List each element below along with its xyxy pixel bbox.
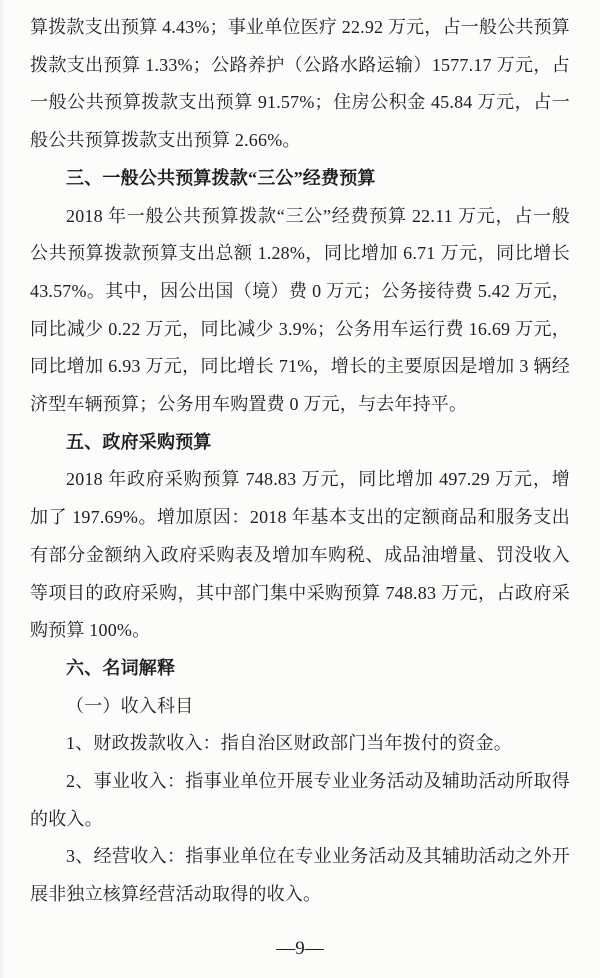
section-heading-government-procurement-budget: 五、政府采购预算	[66, 431, 212, 452]
scan-edge-shading	[0, 0, 6, 978]
paragraph-continuation-expense-ratios: 算拨款支出预算 4.43%；事业单位医疗 22.92 万元，占一般公共预算拨款支出预算 1.33%；公路养护（公路水路运输）1577.17 万元，占一般公共预算拨款支出预算 91.57%；住房公积金 45.84 万元，占一般公共预算拨款支出预算 2.66%。	[30, 17, 570, 151]
page-content	[30, 9, 570, 914]
paragraph-glossary-fiscal-appropriation-income: 1、财政拨款收入：指自治区财政部门当年拨付的资金。	[66, 733, 512, 754]
paragraph-government-procurement-detail: 2018 年政府采购预算 748.83 万元，同比增加 497.29 万元，增加了 197.69%。增加原因：2018 年基本支出的定额商品和服务支出有部分金额纳入政府采购表及增加车购税、成品油增量、罚没收入等项目的政府采购，其中部门集中采购预算 748.83 万元，占政府采购预算 100%。	[30, 469, 570, 641]
paragraph-glossary-income-subjects: （一）收入科目	[66, 695, 194, 716]
paragraph-glossary-operating-income: 3、经营收入：指事业单位在专业业务活动及其辅助活动之外开展非独立核算经营活动取得的收入。	[30, 846, 570, 905]
section-heading-glossary: 六、名词解释	[66, 657, 176, 678]
paragraph-three-public-funds-detail: 2018 年一般公共预算拨款“三公”经费预算 22.11 万元，占一般公共预算拨款预算支出总额 1.28%，同比增加 6.71 万元，同比增长 43.57%。其中，因公出国（境）费 0 万元；公务接待费 5.42 万元，同比减少 0.22 万元，同比减少 3.9%；公务用车运行费 16.69 万元，同比增加 6.93 万元，同比增长 71%，增长的主要原因是增加 3 辆经济型车辆预算；公务用车购置费 0 万元，与去年持平。	[30, 205, 570, 415]
paragraph-glossary-institutional-income: 2、事业收入：指事业单位开展专业业务活动及辅助活动所取得的收入。	[30, 771, 570, 829]
page-number: —9—	[276, 938, 324, 959]
section-heading-three-public-funds-budget: 三、一般公共预算拨款“三公”经费预算	[66, 167, 376, 188]
